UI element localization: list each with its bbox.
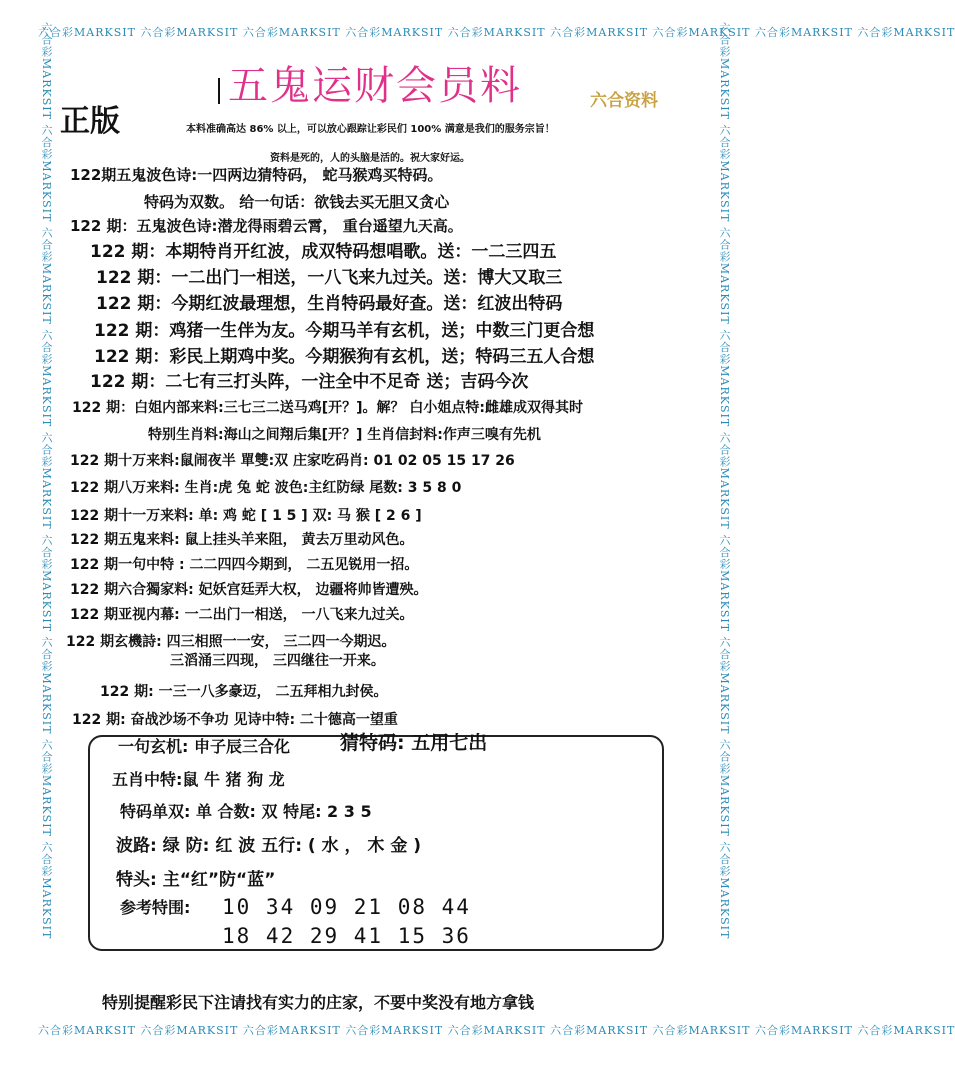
page-title: 五鬼运财会员料 — [228, 63, 522, 109]
prediction-line: 122 期亚视内幕: 一二出门一相送， 一八飞来九过关。 — [70, 607, 414, 623]
prediction-line: 122 期：本期特肖开红波，成双特码想唱歌。送：一二三四五 — [90, 242, 557, 262]
watermark-bottom: 六合彩MARKSIT 六合彩MARKSIT 六合彩MARKSIT 六合彩MARKSIT 六合彩MARKSIT 六合彩MARKSIT 六合彩MARKSIT 六合彩MARKSIT 六合彩MARKSIT — [38, 1024, 955, 1037]
prediction-line: 122 期一句中特 : 二二四四今期到， 二五见锐用一招。 — [70, 557, 419, 573]
footer-reminder: 特别提醒彩民下注请找有实力的庄家，不要中奖没有地方拿钱 — [102, 993, 535, 1012]
luck-note: 资料是死的，人的头脑是活的。祝大家好运。 — [270, 153, 470, 164]
prediction-line: 122 期：今期红波最理想，生肖特码最好查。送：红波出特码 — [96, 294, 563, 314]
watermark-right: 六合彩MARKSIT 六合彩MARKSIT 六合彩MARKSIT 六合彩MARKSIT 六合彩MARKSIT 六合彩MARKSIT 六合彩MARKSIT 六合彩MARKSIT 六合彩MARKSIT — [718, 22, 731, 940]
five-zodiac-line: 五肖中特:鼠 牛 猪 狗 龙 — [112, 770, 285, 789]
genuine-badge: 正版 — [60, 104, 120, 139]
prediction-line: 122 期十万来料:鼠闹夜半 單雙:双 庄家吃码肖: 01 02 05 15 17 26 — [70, 453, 515, 469]
head-line: 特头: 主“红”防“蓝” — [116, 870, 276, 890]
prediction-line: 122 期：一二出门一相送，一八飞来九过关。送：博大又取三 — [96, 268, 563, 288]
prediction-line: 122 期五鬼来料: 鼠上挂头羊来阻， 黄去万里动风色。 — [70, 532, 414, 548]
prediction-line: 122期五鬼波色诗:一四两边猜特码， 蛇马猴鸡买特码。 — [70, 166, 443, 184]
title-divider — [218, 78, 220, 104]
prediction-line: 122 期玄機詩: 四三相照一一安， 三二四一今期迟。 — [66, 634, 396, 650]
reference-label: 参考特围: — [120, 898, 191, 917]
prediction-line: 122 期：五鬼波色诗:潜龙得雨碧云霄， 重台遥望九天高。 — [70, 217, 463, 235]
prediction-line: 特别生肖料:海山之间翔后集[开？] 生肖信封料:作声三嗅有先机 — [148, 427, 541, 443]
prediction-line: 特码为双数。 给一句话：欲钱去买无胆又贪心 — [144, 193, 450, 211]
reference-numbers-row2: 18 42 29 41 15 36 — [222, 924, 471, 948]
guess-code-line: 猜特码: 五用七出 — [340, 732, 488, 754]
prediction-line: 122 期十一万来料: 单: 鸡 蛇 [ 1 5 ] 双: 马 猴 [ 2 6 ] — [70, 508, 422, 524]
prediction-line: 122 期八万来料: 生肖:虎 兔 蛇 波色:主红防绿 尾数: 3 5 8 0 — [70, 480, 462, 496]
prediction-line: 122 期: 一三一八多豪迈， 二五拜相九封侯。 — [100, 684, 388, 700]
prediction-line: 122 期：白姐内部来料:三七三二送马鸡[开？]。解？ 白小姐点特:雌雄成双得其时 — [72, 400, 583, 416]
watermark-top: 六合彩MARKSIT 六合彩MARKSIT 六合彩MARKSIT 六合彩MARKSIT 六合彩MARKSIT 六合彩MARKSIT 六合彩MARKSIT 六合彩MARKSIT 六合彩MARKSIT — [38, 26, 955, 39]
prediction-line: 122 期：鸡猪一生伴为友。今期马羊有玄机，送；中数三门更合想 — [94, 321, 595, 341]
reference-numbers-row1: 10 34 09 21 08 44 — [222, 895, 471, 919]
prediction-line: 122 期六合獨家料: 妃妖宫廷弄大权， 边疆将帅皆遭殃。 — [70, 582, 428, 598]
lottery-data-badge: 六合资料 — [590, 91, 658, 111]
prediction-line: 三滔涌三四现， 三四继往一开来。 — [170, 653, 385, 669]
prediction-line: 122 期: 奋战沙场不争功 见诗中特: 二十德高一望重 — [72, 712, 398, 728]
watermark-left: 六合彩MARKSIT 六合彩MARKSIT 六合彩MARKSIT 六合彩MARKSIT 六合彩MARKSIT 六合彩MARKSIT 六合彩MARKSIT 六合彩MARKSIT 六合彩MARKSIT — [40, 22, 53, 940]
prediction-line: 122 期：彩民上期鸡中奖。今期猴狗有玄机，送；特码三五人合想 — [94, 347, 595, 367]
hint-line: 一句玄机: 申子辰三合化 — [118, 737, 290, 756]
wave-line: 波路: 绿 防: 红 波 五行: ( 水 ， 木 金 ) — [116, 836, 422, 856]
odd-even-line: 特码单双: 单 合数: 双 特尾: 2 3 5 — [120, 802, 372, 821]
accuracy-note: 本料准确高达 86% 以上，可以放心跟踪让彩民们 100% 满意是我们的服务宗旨！ — [186, 124, 555, 135]
prediction-line: 122 期：二七有三打头阵，一注全中不足奇 送；吉码今次 — [90, 372, 529, 392]
